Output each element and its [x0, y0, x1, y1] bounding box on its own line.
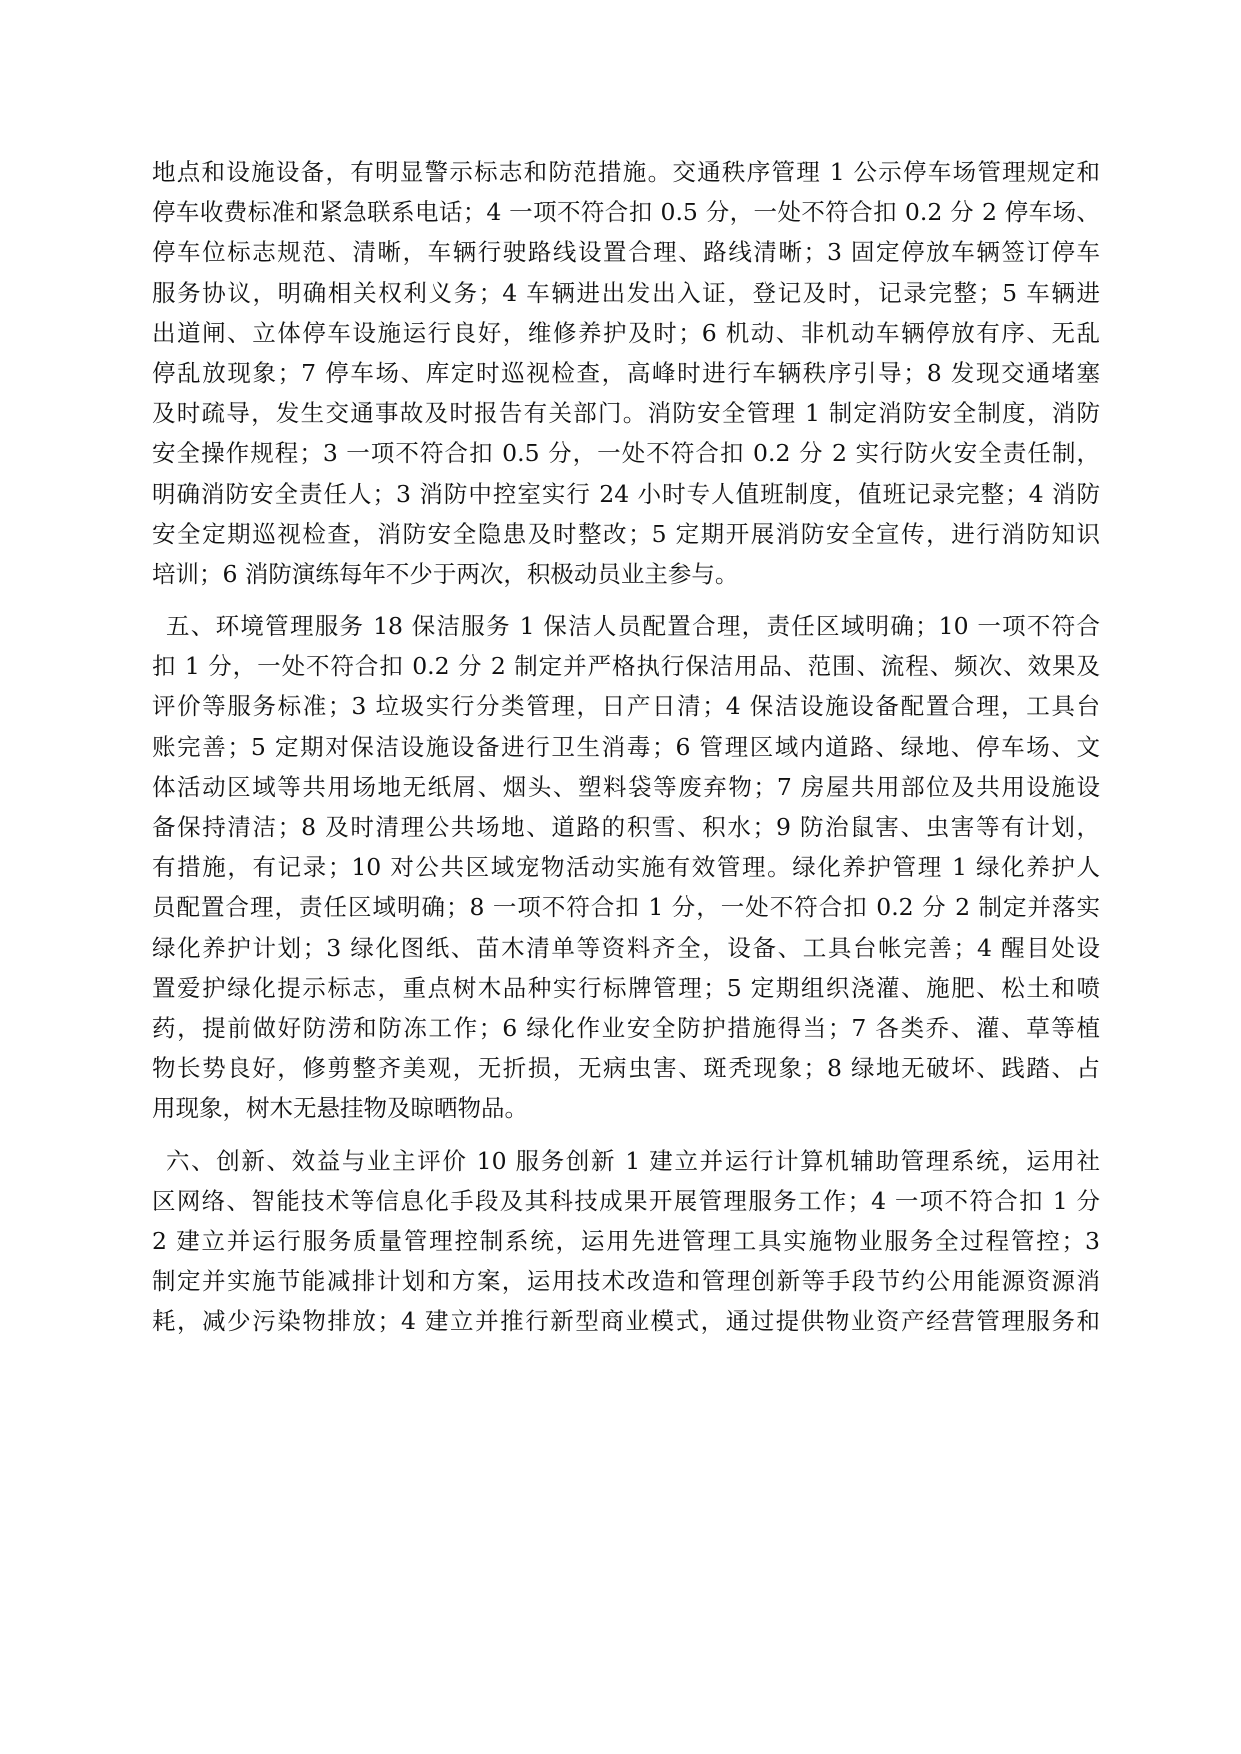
paragraph-gap	[152, 1129, 1100, 1141]
document-page	[152, 152, 1100, 1341]
text-line: 有措施，有记录；10 对公共区域宠物活动实施有效管理。绿化养护管理 1 绿化养护人	[152, 853, 1100, 882]
text-line: 停乱放现象；7 停车场、库定时巡视检查，高峰时进行车辆秩序引导；8 发现交通堵塞	[152, 358, 1100, 387]
text-line: 物长势良好，修剪整齐美观，无折损，无病虫害、斑秃现象；8 绿地无破坏、践踏、占	[152, 1054, 1100, 1083]
text-line: 药，提前做好防涝和防冻工作；6 绿化作业安全防护措施得当；7 各类乔、灌、草等植	[152, 1013, 1100, 1042]
text-line: 用现象，树木无悬挂物及晾晒物品。	[152, 1094, 528, 1123]
text-line: 体活动区域等共用场地无纸屑、烟头、塑料袋等废弃物；7 房屋共用部位及共用设施设	[152, 772, 1100, 801]
text-line: 培训；6 消防演练每年不少于两次，积极动员业主参与。	[152, 559, 739, 588]
paragraph-innovation	[152, 1141, 1100, 1342]
text-line: 绿化养护计划；3 绿化图纸、苗木清单等资料齐全，设备、工具台帐完善；4 醒目处设	[152, 933, 1100, 962]
text-line: 账完善；5 定期对保洁设施设备进行卫生消毒；6 管理区域内道路、绿地、停车场、文	[152, 732, 1100, 761]
text-line: 停车位标志规范、清晰，车辆行驶路线设置合理、路线清晰；3 固定停放车辆签订停车	[152, 238, 1100, 267]
text-line: 评价等服务标准；3 垃圾实行分类管理，日产日清；4 保洁设施设备配置合理，工具台	[152, 692, 1100, 721]
text-line: 六、创新、效益与业主评价 10 服务创新 1 建立并运行计算机辅助管理系统，运用社	[166, 1146, 1100, 1175]
text-line: 五、环境管理服务 18 保洁服务 1 保洁人员配置合理，责任区域明确；10 一项不符合	[166, 612, 1100, 641]
text-line: 地点和设施设备，有明显警示标志和防范措施。交通秩序管理 1 公示停车场管理规定和	[152, 158, 1100, 186]
text-line: 制定并实施节能减排计划和方案，运用技术改造和管理创新等手段节约公用能源资源消	[152, 1267, 1100, 1296]
text-line: 区网络、智能技术等信息化手段及其科技成果开展管理服务工作；4 一项不符合扣 1 分	[152, 1186, 1100, 1215]
text-line: 2 建立并运行服务质量管理控制系统，运用先进管理工具实施物业服务全过程管控；3	[152, 1226, 1100, 1255]
paragraph-environment	[152, 606, 1100, 1128]
text-line: 员配置合理，责任区域明确；8 一项不符合扣 1 分，一处不符合扣 0.2 分 2 制定并落实	[152, 893, 1100, 922]
paragraph-gap	[152, 594, 1100, 606]
paragraph-traffic-fire	[152, 152, 1100, 594]
text-line: 扣 1 分，一处不符合扣 0.2 分 2 制定并严格执行保洁用品、范围、流程、频次、效果及	[152, 652, 1100, 681]
text-line: 明确消防安全责任人；3 消防中控室实行 24 小时专人值班制度，值班记录完整；4 消防	[152, 479, 1100, 508]
text-line: 备保持清洁；8 及时清理公共场地、道路的积雪、积水；9 防治鼠害、虫害等有计划，	[152, 813, 1100, 841]
text-line: 安全定期巡视检查，消防安全隐患及时整改；5 定期开展消防安全宣传，进行消防知识	[152, 519, 1100, 548]
text-line: 停车收费标准和紧急联系电话；4 一项不符合扣 0.5 分，一处不符合扣 0.2 分 2 停车场、	[152, 198, 1100, 227]
text-line: 安全操作规程；3 一项不符合扣 0.5 分，一处不符合扣 0.2 分 2 实行防火安全责任制，	[152, 439, 1100, 468]
text-line: 及时疏导，发生交通事故及时报告有关部门。消防安全管理 1 制定消防安全制度，消防	[152, 399, 1100, 428]
text-line: 出道闸、立体停车设施运行良好，维修养护及时；6 机动、非机动车辆停放有序、无乱	[152, 318, 1100, 347]
text-line: 置爱护绿化提示标志，重点树木品种实行标牌管理；5 定期组织浇灌、施肥、松土和喷	[152, 973, 1100, 1002]
text-line: 服务协议，明确相关权利义务；4 车辆进出发出入证，登记及时，记录完整；5 车辆进	[152, 278, 1100, 307]
text-line: 耗，减少污染物排放；4 建立并推行新型商业模式，通过提供物业资产经营管理服务和	[152, 1307, 1100, 1336]
